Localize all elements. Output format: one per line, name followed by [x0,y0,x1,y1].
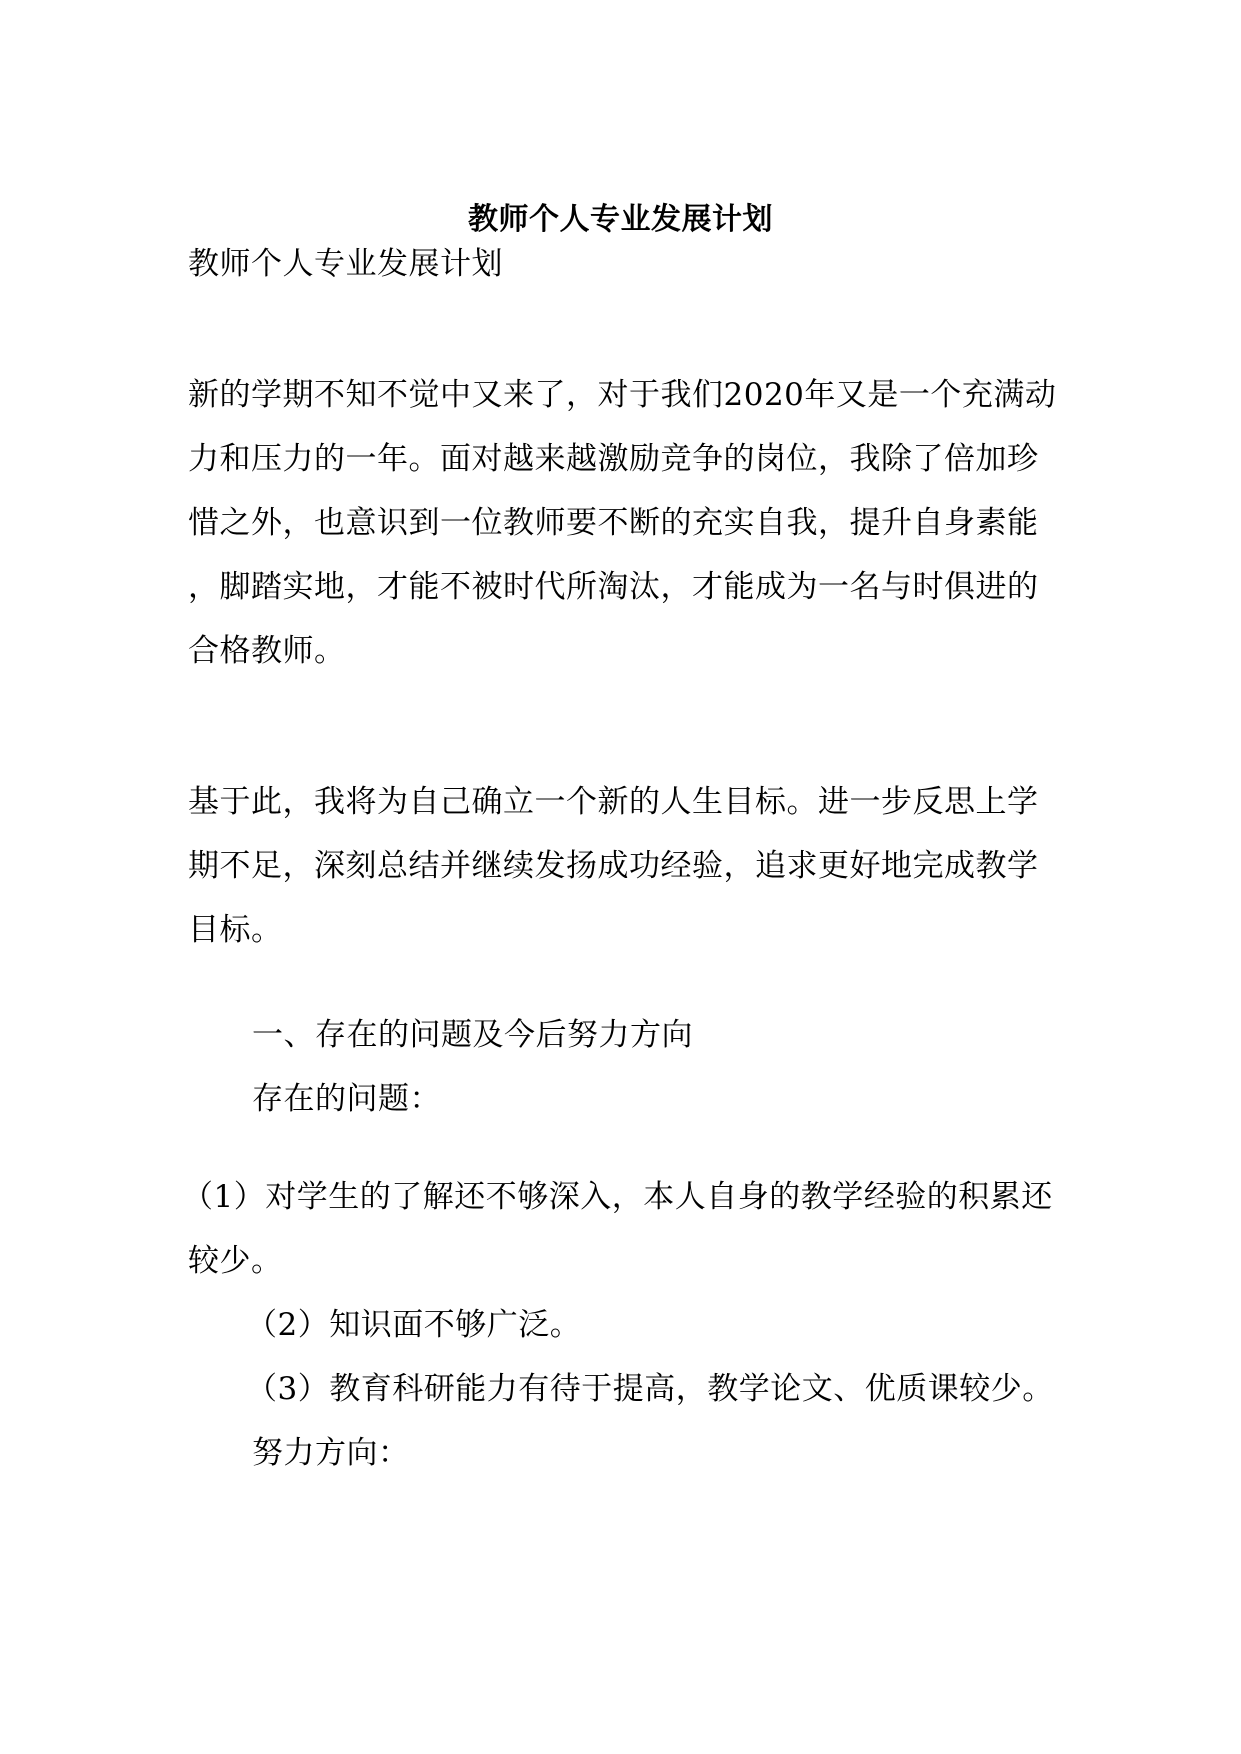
problem-1-line: （1）对学生的了解还不够深入，本人自身的教学经验的积累还 [182,1179,1053,1215]
goal-paragraph [188,770,1053,962]
goal-line: 基于此，我将为自己确立一个新的人生目标。进一步反思上学 [188,784,1039,820]
problem-list [182,1165,1054,1485]
intro-line: 合格教师。 [188,633,346,669]
section-one [188,1003,1053,1131]
direction-label: 努力方向： [252,1435,410,1471]
goal-line: 期不足，深刻总结并继续发扬成功经验，追求更好地完成教学 [188,848,1039,884]
intro-line: 惜之外，也意识到一位教师要不断的充实自我，提升自身素能 [188,505,1039,541]
intro-paragraph [188,363,1057,683]
problems-label: 存在的问题： [252,1081,441,1117]
problem-1-line: 较少。 [188,1243,283,1279]
document-title: 教师个人专业发展计划 [468,202,773,237]
intro-line: ，脚踏实地，才能不被时代所淘汰，才能成为一名与时俱进的 [188,569,1039,605]
subtitle-text: 教师个人专业发展计划 [188,246,503,282]
goal-line: 目标。 [188,912,283,948]
intro-line: 新的学期不知不觉中又来了，对于我们2020年又是一个充满动 [188,377,1057,413]
section-heading: 一、存在的问题及今后努力方向 [252,1017,693,1053]
problem-2: （2）知识面不够广泛。 [246,1307,582,1343]
subtitle-paragraph [188,232,1053,296]
intro-line: 力和压力的一年。面对越来越激励竞争的岗位，我除了倍加珍 [188,441,1039,477]
problem-3: （3）教育科研能力有待于提高，教学论文、优质课较少。 [246,1371,1054,1407]
